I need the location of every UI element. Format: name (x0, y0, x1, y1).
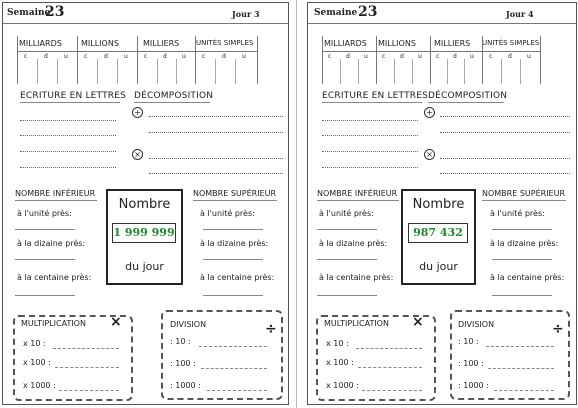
table-col-line (195, 36, 196, 84)
table-subcol (117, 59, 118, 84)
ecriture-heading: ECRITURE EN LETTRES (322, 91, 429, 101)
superieur-dizaine-answer[interactable] (492, 259, 552, 260)
superieur-dizaine-answer[interactable] (203, 259, 263, 260)
cdu-c: c (489, 53, 493, 60)
inferieur-unite: à l'unité près: (17, 209, 72, 218)
cdu-d: d (508, 53, 512, 60)
div-row-100: : 100 : (170, 359, 196, 368)
table-subcol (501, 59, 502, 84)
cdu-d: d (400, 53, 404, 60)
inferieur-unite-answer[interactable] (15, 229, 75, 230)
div-10-answer[interactable] (486, 346, 554, 347)
superieur-dizaine: à la dizaine près: (490, 239, 559, 248)
table-col-line (540, 36, 541, 84)
jour-label: Jour 4 (506, 9, 534, 19)
table-col-line (430, 36, 431, 84)
inferieur-dizaine-answer[interactable] (15, 259, 75, 260)
table-subcol (394, 59, 395, 84)
cdu-c: c (24, 53, 28, 60)
decomposition-line[interactable] (440, 158, 570, 159)
worksheet-jour-3 (2, 2, 289, 405)
mult-row-100: x 100 : (326, 358, 354, 367)
nombre-label: Nombre (412, 197, 465, 212)
semaine-number: 23 (45, 4, 65, 20)
cdu-c: c (144, 53, 148, 60)
cdu-u: u (124, 53, 128, 60)
mult-10-answer[interactable] (356, 348, 422, 349)
semaine-number: 23 (358, 4, 378, 20)
inferieur-centaine: à la centaine près: (17, 273, 92, 282)
div-row-10: : 10 : (170, 337, 191, 346)
mult-1000-answer[interactable] (362, 390, 422, 391)
table-subcol (447, 59, 448, 84)
div-row-1000: : 1000 : (170, 381, 201, 390)
ecriture-line[interactable] (20, 167, 116, 168)
cdu-c: c (382, 53, 386, 60)
ecriture-line[interactable] (20, 120, 116, 121)
table-subcol (340, 59, 341, 84)
table-col-line (137, 36, 138, 84)
du-jour-label: du jour (419, 260, 458, 273)
decomposition-line[interactable] (149, 132, 283, 133)
inferieur-heading: NOMBRE INFÉRIEUR (317, 189, 398, 198)
jour-label: Jour 3 (232, 9, 260, 19)
multiplication-heading: MULTIPLICATION (21, 319, 86, 328)
worksheet-jour-4 (307, 2, 577, 405)
cdu-d: d (453, 53, 457, 60)
class-milliers: MILLIERS (143, 39, 180, 48)
div-row-100: : 100 : (458, 359, 484, 368)
page-separator (296, 0, 297, 408)
divide-icon: ÷ (552, 321, 564, 337)
superieur-centaine: à la centaine près: (200, 273, 275, 282)
table-subcol (97, 59, 98, 84)
div-100-answer[interactable] (488, 368, 554, 369)
decomposition-underline (428, 102, 504, 103)
cdu-c: c (328, 53, 332, 60)
table-col-line (77, 36, 78, 84)
ecriture-line[interactable] (322, 167, 418, 168)
mult-row-100: x 100 : (23, 358, 51, 367)
table-subcol (235, 59, 236, 84)
cdu-d: d (104, 53, 108, 60)
cdu-u: u (364, 53, 368, 60)
mult-100-answer[interactable] (55, 367, 119, 368)
cdu-u: u (64, 53, 68, 60)
mult-row-10: x 10 : (326, 339, 349, 348)
ecriture-line[interactable] (322, 120, 418, 121)
cdu-u: u (527, 53, 531, 60)
ecriture-line[interactable] (20, 135, 116, 136)
decomposition-underline (134, 102, 210, 103)
superieur-centaine-answer[interactable] (492, 295, 552, 296)
inferieur-dizaine-answer[interactable] (317, 259, 377, 260)
superieur-centaine-answer[interactable] (203, 295, 263, 296)
decomposition-line[interactable] (440, 116, 570, 117)
ecriture-heading: ECRITURE EN LETTRES (20, 91, 127, 101)
plus-circle-icon: + (424, 107, 435, 118)
multiply-icon: × (412, 314, 424, 330)
table-subcol (176, 59, 177, 84)
cdu-d: d (44, 53, 48, 60)
table-subcol (358, 59, 359, 84)
decomposition-heading: DÉCOMPOSITION (134, 91, 214, 101)
table-subcol (520, 59, 521, 84)
inferieur-underline (317, 200, 399, 201)
table-col-line (17, 36, 18, 84)
divide-icon: ÷ (265, 321, 277, 337)
cdu-u: u (182, 53, 186, 60)
decomposition-line[interactable] (149, 116, 283, 117)
table-subcol (412, 59, 413, 84)
inferieur-dizaine: à la dizaine près: (319, 239, 388, 248)
nombre-label: Nombre (118, 197, 171, 212)
class-millions: MILLIONS (81, 39, 119, 48)
cdu-c: c (202, 53, 206, 60)
superieur-underline (482, 200, 566, 201)
div-100-answer[interactable] (201, 368, 267, 369)
inferieur-unite-answer[interactable] (317, 229, 377, 230)
semaine-label: Semaine (314, 8, 358, 18)
multiplication-heading: MULTIPLICATION (324, 319, 389, 328)
class-millions: MILLIONS (378, 39, 416, 48)
superieur-unite: à l'unité près: (200, 209, 255, 218)
ecriture-underline (20, 102, 120, 103)
plus-circle-icon: + (132, 107, 143, 118)
header-rule (308, 23, 577, 24)
cdu-u: u (242, 53, 246, 60)
table-col-line (482, 36, 483, 84)
inferieur-centaine-answer[interactable] (317, 295, 377, 296)
div-1000-answer[interactable] (207, 390, 267, 391)
decomposition-line[interactable] (440, 173, 570, 174)
class-unites-simples: UNITÉS SIMPLES (482, 39, 540, 47)
superieur-heading: NOMBRE SUPÉRIEUR (193, 189, 277, 198)
nombre-value: 987 432 (408, 223, 468, 243)
semaine-label: Semaine (7, 8, 51, 18)
header-rule (3, 23, 289, 24)
decomposition-heading: DÉCOMPOSITION (428, 91, 508, 101)
table-col-line (322, 36, 323, 84)
times-circle-icon: × (424, 149, 435, 160)
decomposition-line[interactable] (149, 158, 283, 159)
table-subcol (37, 59, 38, 84)
inferieur-underline (15, 200, 97, 201)
superieur-dizaine: à la dizaine près: (200, 239, 269, 248)
cdu-u: u (418, 53, 422, 60)
nombre-value: 1 999 999 (112, 223, 176, 243)
table-subcol (215, 59, 216, 84)
times-circle-icon: × (132, 149, 143, 160)
superieur-unite: à l'unité près: (490, 209, 545, 218)
mult-1000-answer[interactable] (59, 390, 119, 391)
cdu-d: d (222, 53, 226, 60)
class-milliards: MILLIARDS (324, 39, 367, 48)
mult-100-answer[interactable] (358, 367, 422, 368)
superieur-unite-answer[interactable] (492, 229, 552, 230)
multiply-icon: × (110, 314, 122, 330)
table-subcol (464, 59, 465, 84)
superieur-centaine: à la centaine près: (490, 273, 565, 282)
superieur-unite-answer[interactable] (203, 229, 263, 230)
decomposition-line[interactable] (149, 173, 283, 174)
table-col-line (376, 36, 377, 84)
div-1000-answer[interactable] (494, 390, 554, 391)
inferieur-centaine-answer[interactable] (15, 295, 75, 296)
class-milliers: MILLIERS (434, 39, 471, 48)
mult-row-1000: x 1000 : (326, 381, 359, 390)
superieur-underline (193, 200, 277, 201)
div-row-1000: : 1000 : (458, 381, 489, 390)
mult-10-answer[interactable] (53, 348, 119, 349)
inferieur-unite: à l'unité près: (319, 209, 374, 218)
decomposition-line[interactable] (440, 132, 570, 133)
class-unites-simples: UNITÉS SIMPLES (196, 39, 254, 47)
cdu-d: d (163, 53, 167, 60)
division-heading: DIVISION (170, 320, 207, 329)
du-jour-label: du jour (125, 260, 164, 273)
cdu-c: c (84, 53, 88, 60)
ecriture-line[interactable] (322, 135, 418, 136)
mult-row-10: x 10 : (23, 339, 46, 348)
superieur-heading: NOMBRE SUPÉRIEUR (482, 189, 566, 198)
table-subcol (157, 59, 158, 84)
inferieur-dizaine: à la dizaine près: (17, 239, 86, 248)
inferieur-heading: NOMBRE INFÉRIEUR (15, 189, 96, 198)
inferieur-centaine: à la centaine près: (319, 273, 394, 282)
div-row-10: : 10 : (458, 337, 479, 346)
table-rule-top (322, 51, 540, 52)
ecriture-line[interactable] (322, 151, 418, 152)
ecriture-underline (322, 102, 422, 103)
class-milliards: MILLIARDS (19, 39, 62, 48)
ecriture-line[interactable] (20, 151, 116, 152)
table-subcol (57, 59, 58, 84)
division-heading: DIVISION (458, 320, 495, 329)
cdu-d: d (346, 53, 350, 60)
mult-row-1000: x 1000 : (23, 381, 56, 390)
cdu-c: c (436, 53, 440, 60)
table-col-line (257, 36, 258, 84)
div-10-answer[interactable] (199, 346, 267, 347)
cdu-u: u (470, 53, 474, 60)
